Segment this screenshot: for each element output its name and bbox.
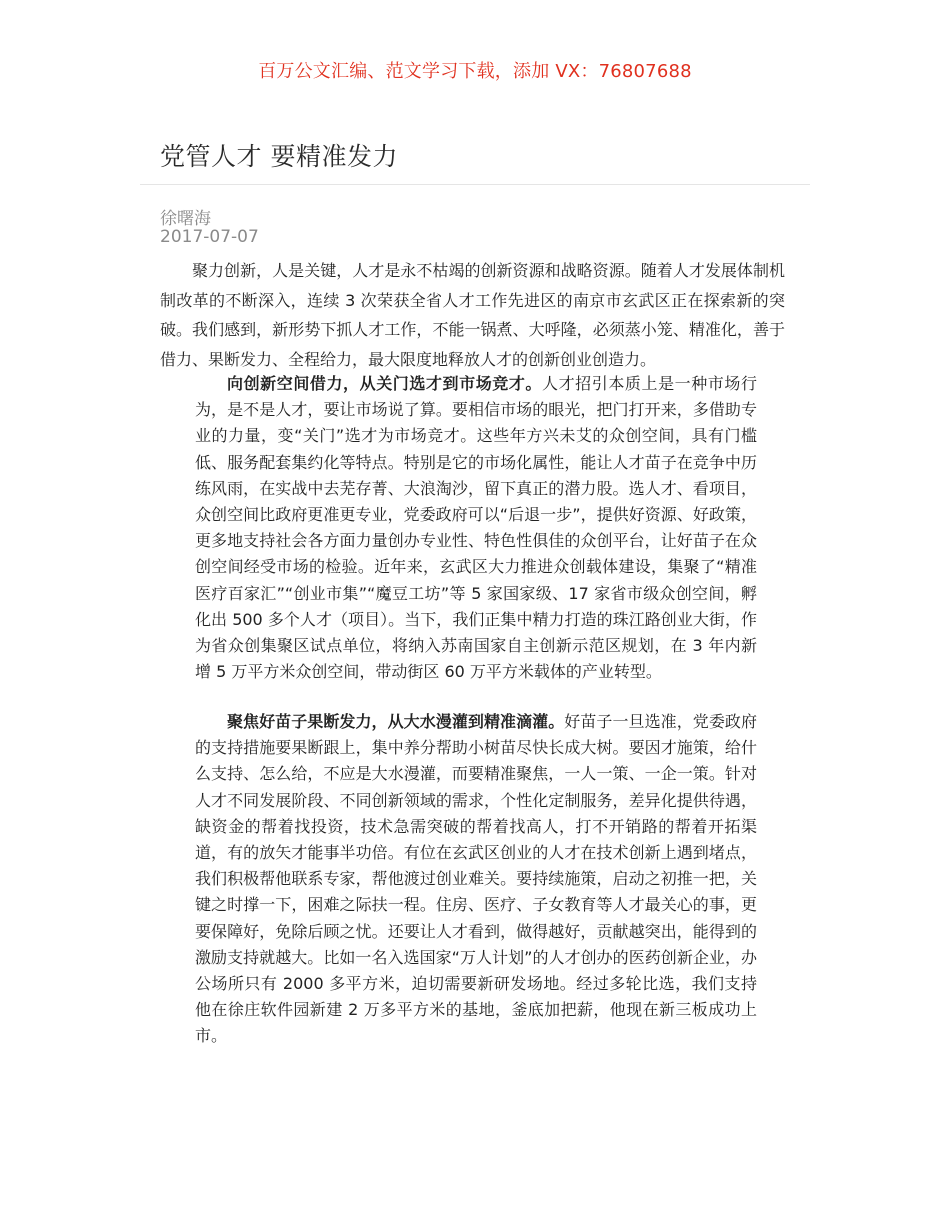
article-date: 2017-07-07 — [160, 227, 259, 247]
intro-paragraph: 聚力创新，人是关键，人才是永不枯竭的创新资源和战略资源。随着人才发展体制机制改革的不断深入，连续 3 次荣获全省人才工作先进区的南京市玄武区正在探索新的突破。我们感到，新形势下抓人才工作，不能一锅煮、大呼隆，必须蒸小笼、精准化，善于借力、果断发力、全程给力，最大限度地释放人才的创新创业创造力。 — [160, 261, 785, 369]
section-2-body: 好苗子一旦选准，党委政府的支持措施要果断跟上，集中养分帮助小树苗尽快长成大树。要因才施策，给什么支持、怎么给，不应是大水漫灌，而要精准聚焦，一人一策、一企一策。针对人才不同发展阶段、不同创新领域的需求，个性化定制服务，差异化提供待遇，缺资金的帮着找投资，技术急需突破的帮着找高人，打不开销路的帮着开拓渠道，有的放矢才能事半功倍。有位在玄武区创业的人才在技术创新上遇到堵点，我们积极帮他联系专家，帮他渡过创业难关。要持续施策，启动之初推一把，关键之时撑一下，困难之际扶一程。住房、医疗、子女教育等人才最关心的事，更要保障好，免除后顾之忧。还要让人才看到，做得越好，贡献越突出，能得到的激励支持就越大。比如一名入选国家“万人计划”的人才创办的医药创新企业，办公场所只有 2000 多平方米，迫切需要新研发场地。经过多轮比选，我们支持他在徐庄软件园新建 2 万多平方米的基地，釜底加把薪，他现在新三板成功上市。 — [195, 712, 757, 1046]
title-divider — [140, 184, 810, 185]
section-paragraph-1 — [195, 371, 757, 685]
section-2-lead: 聚焦好苗子果断发力，从大水漫灌到精准滴灌。 — [227, 712, 565, 731]
section-paragraph-2 — [195, 709, 757, 1050]
article-title: 党管人才 要精准发力 — [160, 142, 398, 171]
promo-banner: 百万公文汇编、范文学习下载，添加 VX：76807688 — [258, 61, 692, 82]
section-1-body: 人才招引本质上是一种市场行为，是不是人才，要让市场说了算。要相信市场的眼光，把门打开来，多借助专业的力量，变“关门”选才为市场竞才。这些年方兴未艾的众创空间，具有门槛低、服务配套集约化等特点。特别是它的市场化属性，能让人才苗子在竞争中历练风雨，在实战中去芜存菁、大浪淘沙，留下真正的潜力股。选人才、看项目，众创空间比政府更准更专业，党委政府可以“后退一步”，提供好资源、好政策，更多地支持社会各方面力量创办专业性、特色性俱佳的众创平台，让好苗子在众创空间经受市场的检验。近年来，玄武区大力推进众创载体建设，集聚了“精准医疗百家汇”“创业市集”“魔豆工坊”等 5 家国家级、17 家省市级众创空间，孵化出 500 多个人才（项目）。当下，我们正集中精力打造的珠江路创业大街，作为省众创集聚区试点单位，将纳入苏南国家自主创新示范区规划，在 3 年内新增 5 万平方米众创空间，带动街区 60 万平方米载体的产业转型。 — [195, 374, 757, 682]
article-author: 徐曙海 — [160, 209, 211, 229]
section-1-lead: 向创新空间借力，从关门选才到市场竞才。 — [227, 374, 543, 393]
